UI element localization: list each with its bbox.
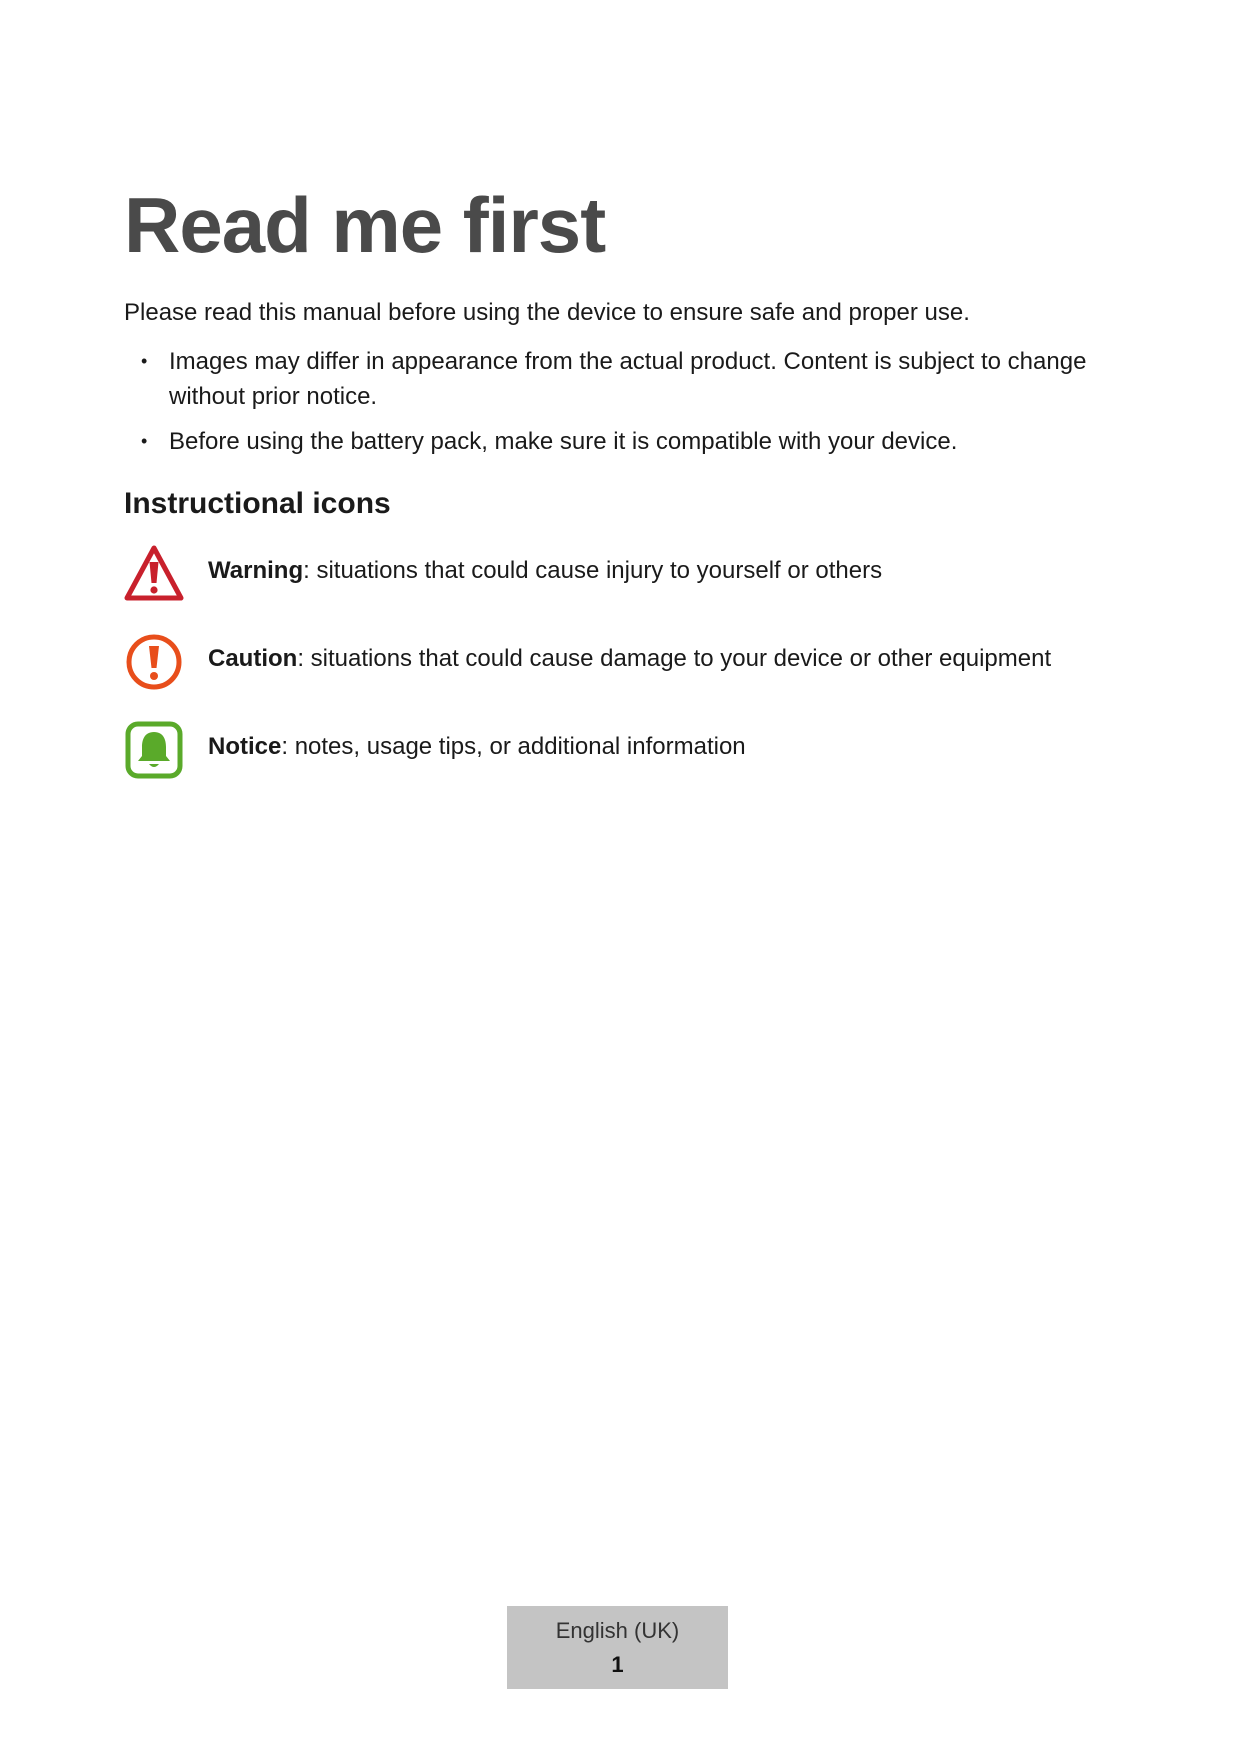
warning-text bbox=[208, 556, 882, 586]
bullet-dot: • bbox=[141, 431, 148, 451]
bullet-text: Before using the battery pack, make sure it is compatible with your device. bbox=[169, 428, 958, 455]
bullet-list bbox=[124, 344, 1114, 469]
list-item bbox=[124, 424, 1114, 459]
page-title: Read me first bbox=[124, 181, 606, 269]
page-number: 1 bbox=[611, 1652, 624, 1677]
bullet-dot: • bbox=[141, 351, 148, 371]
notice-bell-icon bbox=[124, 720, 184, 780]
notice-text bbox=[208, 732, 746, 762]
notice-description: : notes, usage tips, or additional information bbox=[281, 733, 746, 760]
warning-triangle-icon bbox=[124, 544, 184, 604]
warning-term: Warning bbox=[208, 557, 304, 584]
caution-term: Caution bbox=[208, 645, 298, 672]
caution-text bbox=[208, 644, 1051, 674]
list-item bbox=[124, 344, 1114, 414]
notice-term: Notice bbox=[208, 733, 282, 760]
footer-page-box bbox=[507, 1606, 728, 1689]
caution-description: : situations that could cause damage to your device or other equipment bbox=[297, 645, 1052, 672]
caution-row bbox=[124, 632, 1124, 692]
footer-language: English (UK) bbox=[555, 1618, 680, 1643]
notice-row bbox=[124, 720, 1124, 780]
caution-exclamation-circle-icon bbox=[124, 632, 184, 692]
warning-description: : situations that could cause injury to yourself or others bbox=[303, 557, 883, 584]
section-title: Instructional icons bbox=[124, 487, 391, 520]
warning-row bbox=[124, 544, 1124, 604]
bullet-text: Images may differ in appearance from the actual product. Content is subject to change without prior notice. bbox=[169, 348, 1087, 410]
intro-text: Please read this manual before using the device to ensure safe and proper use. bbox=[124, 299, 970, 326]
